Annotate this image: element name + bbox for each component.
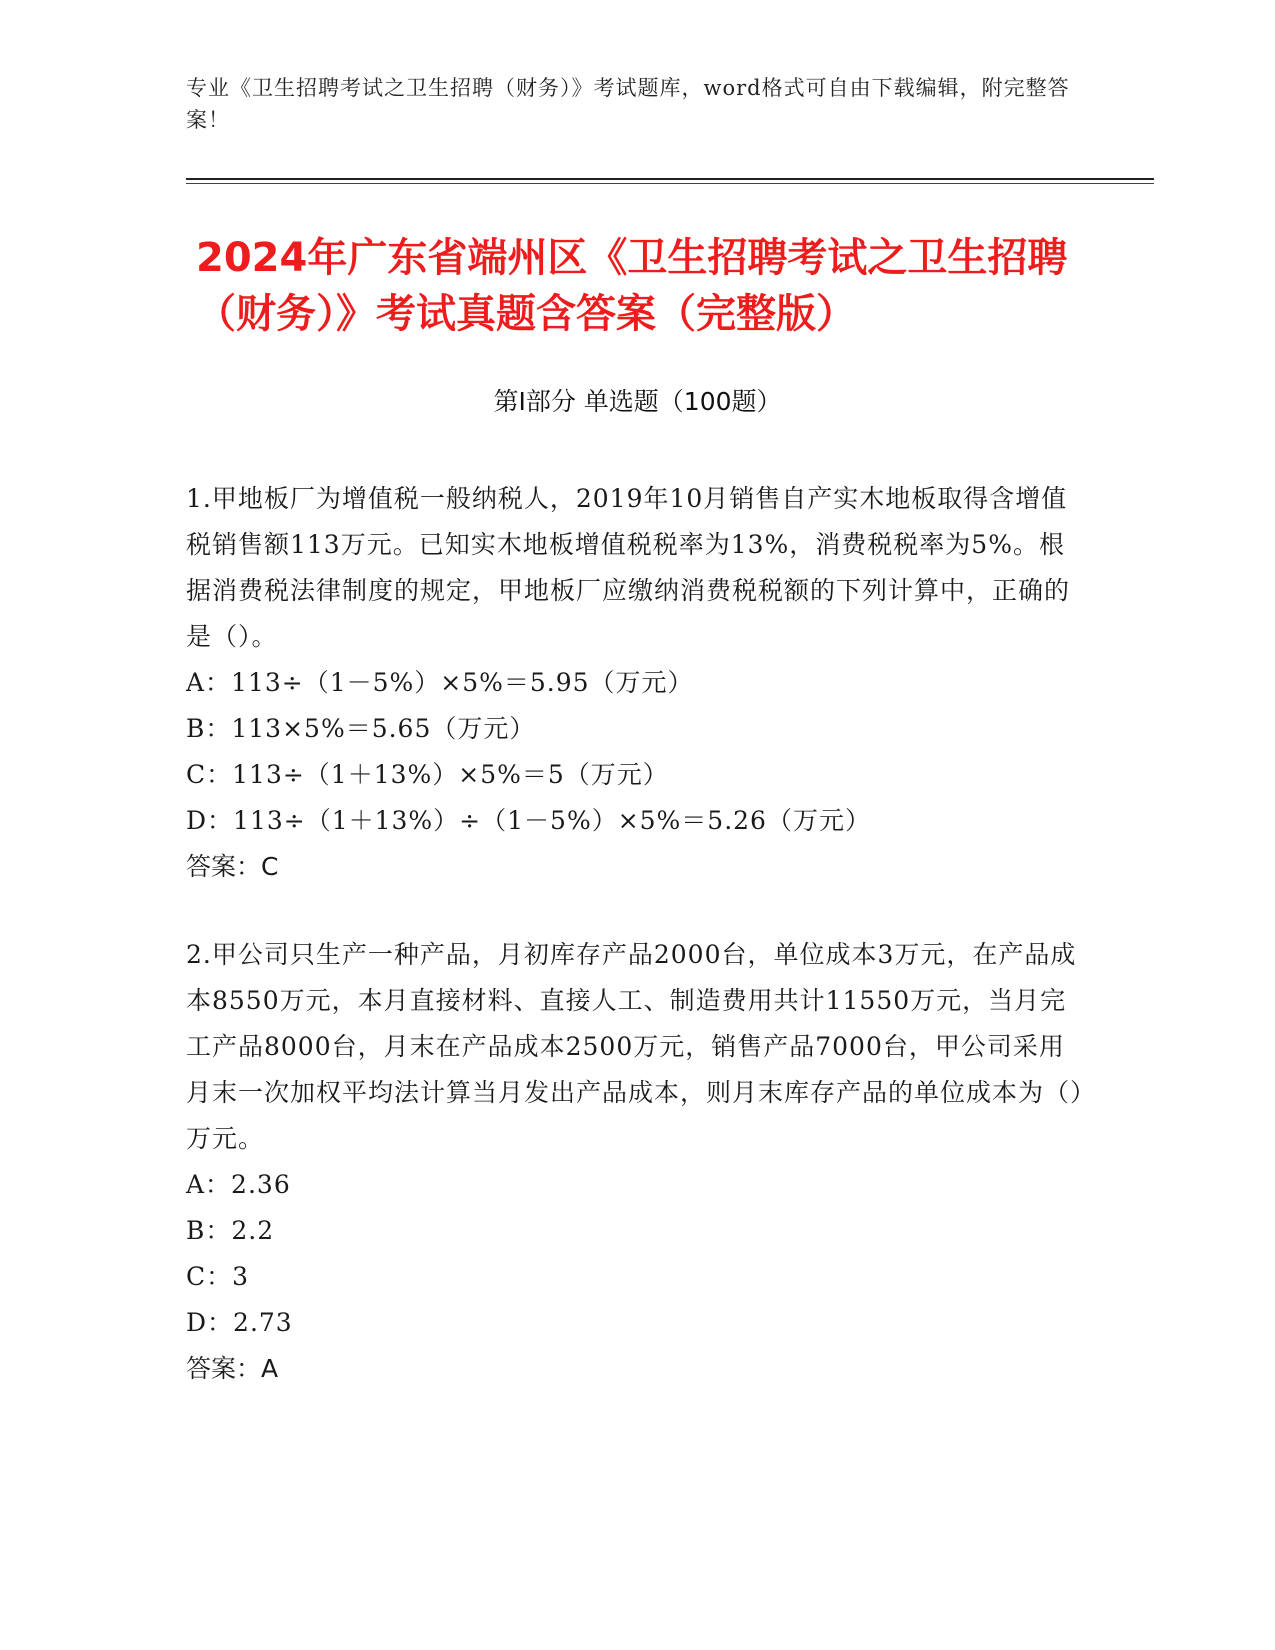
question-2 <box>186 932 1086 1392</box>
option-b: B：113×5%＝5.65（万元） <box>186 714 536 743</box>
answer: 答案：A <box>186 1354 279 1383</box>
option-a: A：2.36 <box>186 1170 291 1199</box>
answer: 答案：C <box>186 852 279 881</box>
question-1 <box>186 476 1086 890</box>
question-stem: 2.甲公司只生产一种产品，月初库存产品2000台，单位成本3万元，在产品成本8550万元，本月直接材料、直接人工、制造费用共计11550万元，当月完工产品8000台，月末在产品成本2500万元，销售产品7000台，甲公司采用月末一次加权平均法计算当月发出产品成本，则月末库存产品的单位成本为（）万元。 <box>186 940 1084 1153</box>
question-stem: 1.甲地板厂为增值税一般纳税人，2019年10月销售自产实木地板取得含增值税销售额113万元。已知实木地板增值税税率为13%，消费税税率为5%。根据消费税法律制度的规定，甲地板厂应缴纳消费税税额的下列计算中，正确的是（）。 <box>186 484 1071 651</box>
option-b: B：2.2 <box>186 1216 275 1245</box>
option-d: D：2.73 <box>186 1308 293 1337</box>
option-c: C：113÷（1＋13%）×5%＝5（万元） <box>186 760 669 789</box>
header-divider-thin <box>186 183 1154 184</box>
header-divider <box>186 178 1154 180</box>
option-c: C：3 <box>186 1262 250 1291</box>
document-title: 2024年广东省端州区《卫生招聘考试之卫生招聘（财务）》考试真题含答案（完整版） <box>196 235 1068 337</box>
header-note: 专业《卫生招聘考试之卫生招聘（财务）》考试题库，word格式可自由下载编辑，附完整答案！ <box>186 76 1070 132</box>
option-d: D：113÷（1＋13%）÷（1－5%）×5%＝5.26（万元） <box>186 806 871 835</box>
option-a: A：113÷（1－5%）×5%＝5.95（万元） <box>186 668 694 697</box>
section-heading: 第I部分 单选题（100题） <box>493 387 782 416</box>
